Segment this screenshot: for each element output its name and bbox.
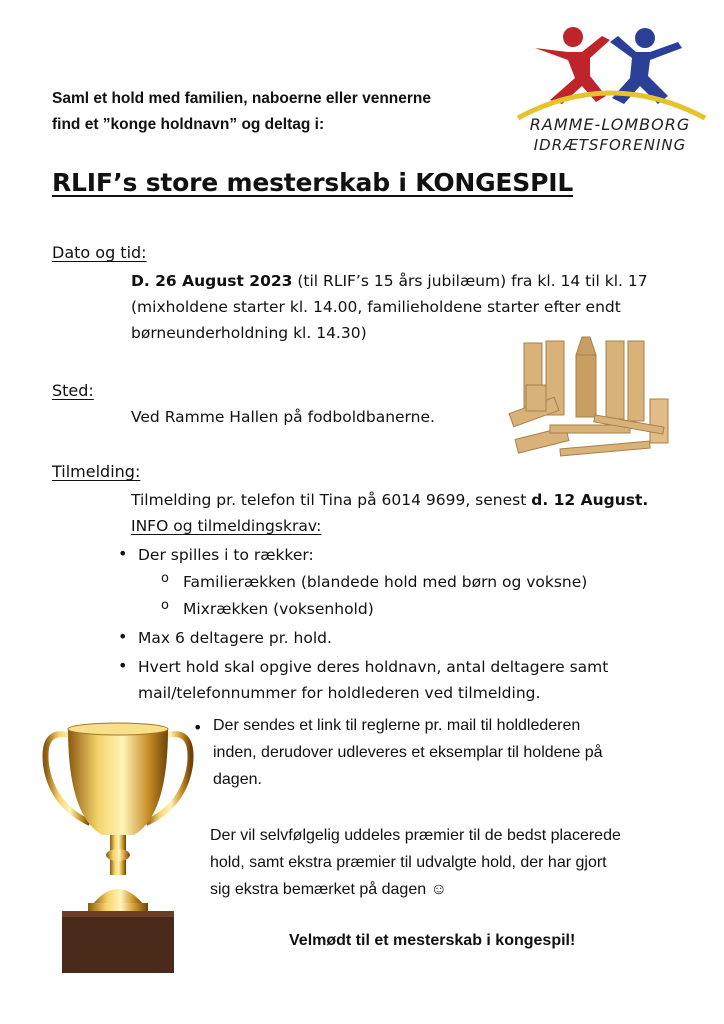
closing-text: Velmødt til et mesterskab i kongespil! xyxy=(289,932,576,949)
bullet-3-marker: • xyxy=(118,656,128,675)
bullet-4-line-2: inden, derudover udleveres et eksemplar til holdene på xyxy=(213,744,603,761)
intro-text xyxy=(52,86,431,138)
bullet-1-marker: • xyxy=(118,544,128,563)
sub-bullet-2: Mixrækken (voksenhold) xyxy=(183,600,374,618)
date-line-1-rest: (til RLIF’s 15 års jubilæum) fra kl. 14 til kl. 17 xyxy=(292,272,648,290)
signup-deadline: d. 12 August. xyxy=(531,491,649,509)
page-title: RLIF’s store mesterskab i KONGESPIL xyxy=(52,168,574,197)
place-heading: Sted: xyxy=(52,381,94,400)
prizes-line-1: Der vil selvfølgelig uddeles præmier til de bedst placerede xyxy=(210,827,621,844)
date-line-2: (mixholdene starter kl. 14.00, familieholdene starter efter endt xyxy=(131,298,621,316)
bullet-4-marker: • xyxy=(193,718,203,737)
date-line-3: børneunderholdning kl. 14.30) xyxy=(131,324,367,342)
bullet-4-line-3: dagen. xyxy=(213,771,262,788)
bullet-1: Der spilles i to rækker: xyxy=(138,546,314,564)
prizes-line-2: hold, samt ekstra præmier til udvalgte hold, der har gjort xyxy=(210,854,607,871)
club-logo xyxy=(510,18,710,178)
bullet-3-line-2: mail/telefonnummer for holdlederen ved tilmelding. xyxy=(138,684,541,702)
signup-line xyxy=(131,487,711,513)
signup-heading: Tilmelding: xyxy=(52,462,141,481)
date-line-1 xyxy=(131,268,671,294)
sub-bullet-1-marker: o xyxy=(161,571,169,586)
bullet-3-line-1: Hvert hold skal opgive deres holdnavn, antal deltagere samt xyxy=(138,658,609,676)
info-label: INFO og tilmeldingskrav: xyxy=(131,517,322,535)
sub-bullet-2-marker: o xyxy=(161,598,169,613)
event-date: D. 26 August 2023 xyxy=(131,272,293,290)
prizes-text xyxy=(210,822,700,903)
date-heading: Dato og tid: xyxy=(52,243,147,262)
bullet-3 xyxy=(138,654,698,706)
logo-line2: IDRÆTSFORENING xyxy=(533,136,687,154)
intro-line-2: find et ”konge holdnavn” og deltag i: xyxy=(52,116,325,133)
bullet-2: Max 6 deltagere pr. hold. xyxy=(138,629,332,647)
trophy-image xyxy=(38,705,198,975)
logo-line1: RAMME-LOMBORG xyxy=(529,115,691,134)
signup-text: Tilmelding pr. telefon til Tina på 6014 9699, senest xyxy=(131,491,532,509)
bullet-4-line-1: Der sendes et link til reglerne pr. mail til holdlederen xyxy=(213,717,581,734)
place-text: Ved Ramme Hallen på fodboldbanerne. xyxy=(131,408,435,426)
sub-bullet-1: Familierækken (blandede hold med børn og voksne) xyxy=(183,573,588,591)
bullet-4 xyxy=(213,712,693,793)
kubb-game-image xyxy=(490,325,690,475)
bullet-2-marker: • xyxy=(118,627,128,646)
prizes-line-3: sig ekstra bemærket på dagen ☺ xyxy=(210,881,447,898)
intro-line-1: Saml et hold med familien, naboerne eller vennerne xyxy=(52,90,432,107)
